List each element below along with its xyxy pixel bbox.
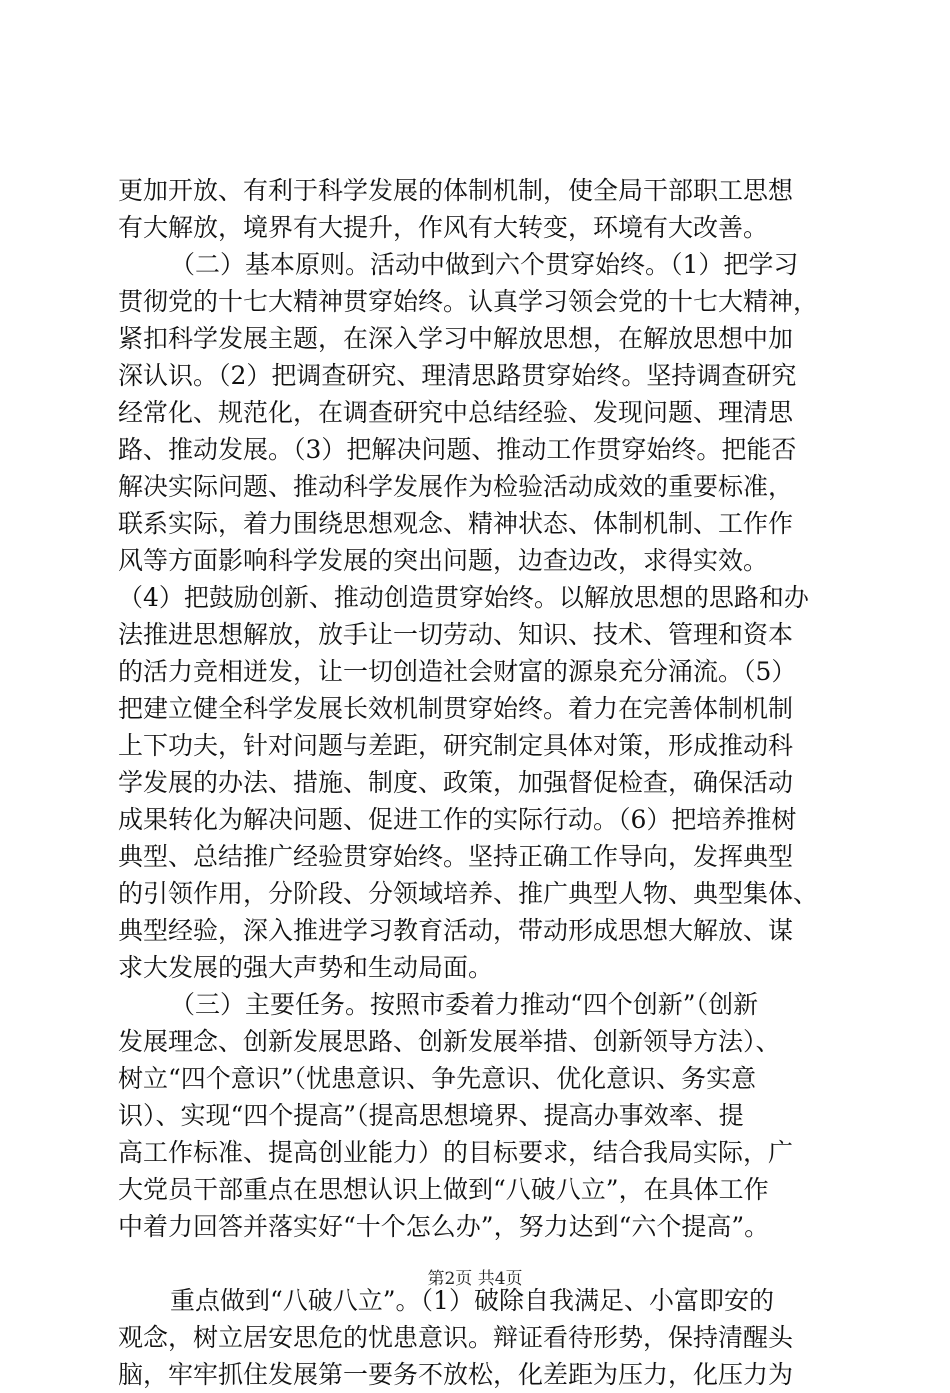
document-body bbox=[118, 172, 838, 1393]
text-line: 更加开放、有利于科学发展的体制机制，使全局干部职工思想 bbox=[118, 176, 794, 205]
text-line: 紧扣科学发展主题，在深入学习中解放思想，在解放思想中加 bbox=[118, 324, 794, 353]
text-line: 成果转化为解决问题、促进工作的实际行动。（6）把培养推树 bbox=[118, 805, 797, 834]
text-line: 高工作标准、提高创业能力）的目标要求，结合我局实际，广 bbox=[118, 1138, 794, 1167]
text-line: 风等方面影响科学发展的突出问题，边查边改，求得实效。 bbox=[118, 546, 769, 575]
text-line: 脑，牢牢抓住发展第一要务不放松，化差距为压力，化压力为 bbox=[118, 1360, 794, 1389]
paragraph-start-line: （二）基本原则。活动中做到六个贯穿始终。（1）把学习 bbox=[170, 250, 799, 279]
text-line: 有大解放，境界有大提升，作风有大转变，环境有大改善。 bbox=[118, 213, 769, 242]
text-line: 的活力竞相迸发，让一切创造社会财富的源泉充分涌流。（5） bbox=[118, 657, 797, 686]
text-line: 经常化、规范化，在调查研究中总结经验、发现问题、理清思 bbox=[118, 398, 794, 427]
text-line: 观念，树立居安思危的忧患意识。辩证看待形势，保持清醒头 bbox=[118, 1323, 794, 1352]
text-line: 贯彻党的十七大精神贯穿始终。认真学习领会党的十七大精神， bbox=[118, 287, 819, 316]
text-line: 联系实际，着力围绕思想观念、精神状态、体制机制、工作作 bbox=[118, 509, 794, 538]
text-line: 解决实际问题、推动科学发展作为检验活动成效的重要标准， bbox=[118, 472, 794, 501]
text-line: 典型经验，深入推进学习教育活动，带动形成思想大解放、谋 bbox=[118, 916, 794, 945]
text-line: 法推进思想解放，放手让一切劳动、知识、技术、管理和资本 bbox=[118, 620, 794, 649]
text-line: 学发展的办法、措施、制度、政策，加强督促检查，确保活动 bbox=[118, 768, 794, 797]
text-line: 中着力回答并落实好“十个怎么办”，努力达到“六个提高”。 bbox=[118, 1212, 770, 1241]
text-line: 树立“四个意识”（忧患意识、争先意识、优化意识、务实意 bbox=[118, 1064, 757, 1093]
text-line: 发展理念、创新发展思路、创新发展举措、创新领导方法）、 bbox=[118, 1027, 781, 1056]
text-line: 识）、实现“四个提高”（提高思想境界、提高办事效率、提 bbox=[118, 1101, 744, 1130]
text-line: 深认识。（2）把调查研究、理清思路贯穿始终。坚持调查研究 bbox=[118, 361, 797, 390]
text-line: 上下功夫，针对问题与差距，研究制定具体对策，形成推动科 bbox=[118, 731, 794, 760]
text-line: 把建立健全科学发展长效机制贯穿始终。着力在完善体制机制 bbox=[118, 694, 794, 723]
text-line: 的引领作用，分阶段、分领域培养、推广典型人物、典型集体、 bbox=[118, 879, 819, 908]
paragraph-start-line: 重点做到“八破八立”。（1）破除自我满足、小富即安的 bbox=[170, 1286, 774, 1315]
text-line: （4）把鼓励创新、推动创造贯穿始终。以解放思想的思路和办 bbox=[118, 583, 809, 612]
text-line: 典型、总结推广经验贯穿始终。坚持正确工作导向，发挥典型 bbox=[118, 842, 794, 871]
paragraph-start-line: （三）主要任务。按照市委着力推动“四个创新”（创新 bbox=[170, 990, 759, 1019]
text-line: 大党员干部重点在思想认识上做到“八破八立”，在具体工作 bbox=[118, 1175, 769, 1204]
text-line: 求大发展的强大声势和生动局面。 bbox=[118, 953, 494, 982]
text-line: 路、推动发展。（3）把解决问题、推动工作贯穿始终。把能否 bbox=[118, 435, 797, 464]
page-number-footer: 第2页 共4页 bbox=[427, 1269, 523, 1289]
